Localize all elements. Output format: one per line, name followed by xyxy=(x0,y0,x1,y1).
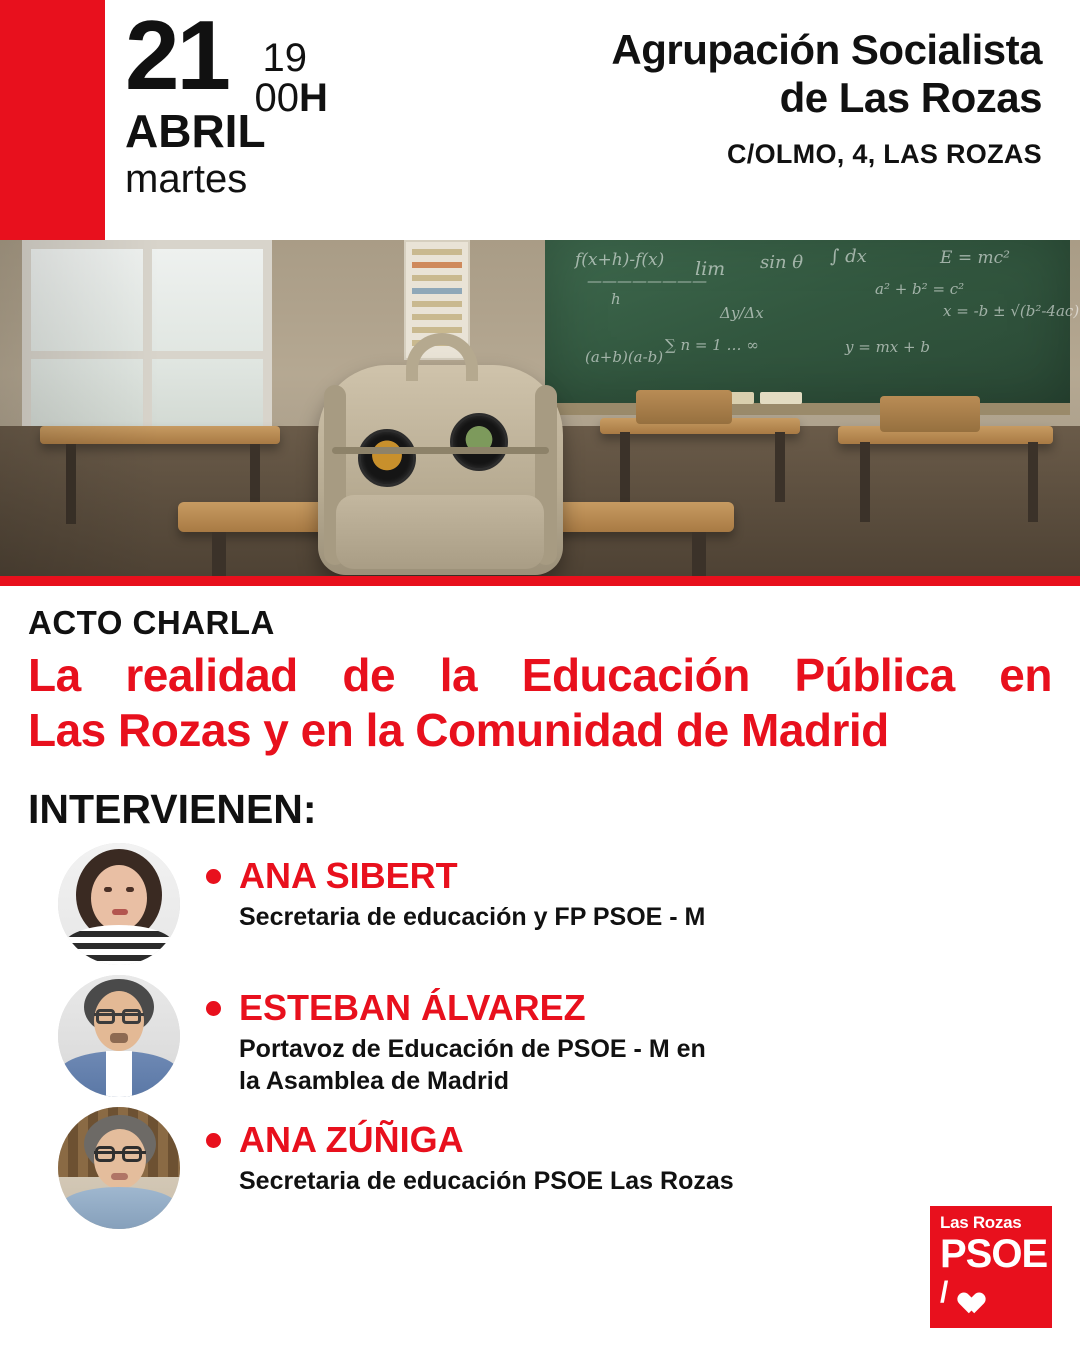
backpack-front-pocket xyxy=(336,495,544,569)
avatar xyxy=(58,843,180,965)
avatar xyxy=(58,1107,180,1229)
logo-locality: Las Rozas xyxy=(940,1213,1022,1232)
desk-leg xyxy=(692,532,706,576)
poster-header xyxy=(0,0,1080,240)
backpack-badge-1 xyxy=(358,429,416,487)
backpack-badge-2 xyxy=(450,413,508,471)
chair xyxy=(636,390,732,424)
event-title-line1: La realidad de la Educación Pública en xyxy=(28,649,1052,701)
organization-address: C/OLMO, 4, LAS ROZAS xyxy=(726,138,1042,169)
speaker-role-line1: Portavoz de Educación de PSOE - M en xyxy=(239,1035,706,1064)
organization-name-line2: de Las Rozas xyxy=(779,74,1042,122)
bullet-icon xyxy=(206,869,221,884)
logo-acronym: PSOE xyxy=(940,1231,1048,1276)
backpack-zipper xyxy=(332,447,549,454)
speaker-row xyxy=(28,843,1052,965)
backpack xyxy=(318,365,563,575)
rose-fist-icon: / xyxy=(940,1278,1042,1308)
desk-leg xyxy=(212,532,226,576)
desk-leg xyxy=(860,442,870,522)
event-kicker: ACTO CHARLA xyxy=(28,604,275,641)
desk-leg xyxy=(775,432,785,502)
event-time-hour: 19 xyxy=(262,36,307,80)
psoe-logo xyxy=(930,1206,1052,1328)
speaker-row xyxy=(28,1107,1052,1229)
speaker-role: Secretaria de educación y FP PSOE - M xyxy=(239,903,706,932)
event-month: ABRIL xyxy=(125,105,266,157)
speaker-role xyxy=(239,1033,706,1097)
event-weekday: martes xyxy=(125,157,248,202)
speaker-role: Secretaria de educación PSOE Las Rozas xyxy=(239,1167,734,1196)
event-title-line2: Las Rozas y en la Comunidad de Madrid xyxy=(28,704,889,757)
speakers-heading: INTERVIENEN: xyxy=(28,786,317,833)
photo-vignette xyxy=(0,240,160,576)
classroom-photo xyxy=(0,240,1080,576)
bullet-icon xyxy=(206,1001,221,1016)
speaker-name: ESTEBAN ÁLVAREZ xyxy=(206,987,706,1029)
organization-name xyxy=(435,26,1042,123)
red-divider-rule xyxy=(0,576,1080,586)
event-time-minutes: 00H xyxy=(254,76,328,120)
speaker-details xyxy=(206,843,705,933)
avatar xyxy=(58,975,180,1097)
header-red-accent-block xyxy=(0,0,105,240)
classroom-scene xyxy=(0,240,1080,576)
speaker-name: ANA SIBERT xyxy=(206,855,705,897)
event-title xyxy=(28,648,1052,758)
poster-body xyxy=(0,586,1080,1229)
heart-icon xyxy=(952,1281,978,1305)
speaker-name: ANA ZÚÑIGA xyxy=(206,1119,734,1161)
chalkboard: f(x+h)-f(x) ———————— h lim Δy/Δx sin θ ∫ dx a² + b² = c² E = mc² x = -b ± √(b²-4ac) ∑ n = 1 … ∞ y = mx + b (a+b)(a-b) xyxy=(545,240,1070,415)
speaker-row xyxy=(28,975,1052,1097)
desk-leg xyxy=(620,432,630,502)
desk-leg xyxy=(1028,442,1038,522)
chair xyxy=(880,396,980,432)
speaker-role-line2: la Asamblea de Madrid xyxy=(239,1067,509,1096)
event-date-block xyxy=(105,0,435,240)
organization-block xyxy=(435,0,1080,240)
event-day-number: 21 xyxy=(125,0,229,110)
speaker-details xyxy=(206,975,706,1097)
speaker-details xyxy=(206,1107,734,1197)
chalk-piece xyxy=(760,392,802,404)
organization-name-line1: Agrupación Socialista xyxy=(611,26,1042,73)
bullet-icon xyxy=(206,1133,221,1148)
